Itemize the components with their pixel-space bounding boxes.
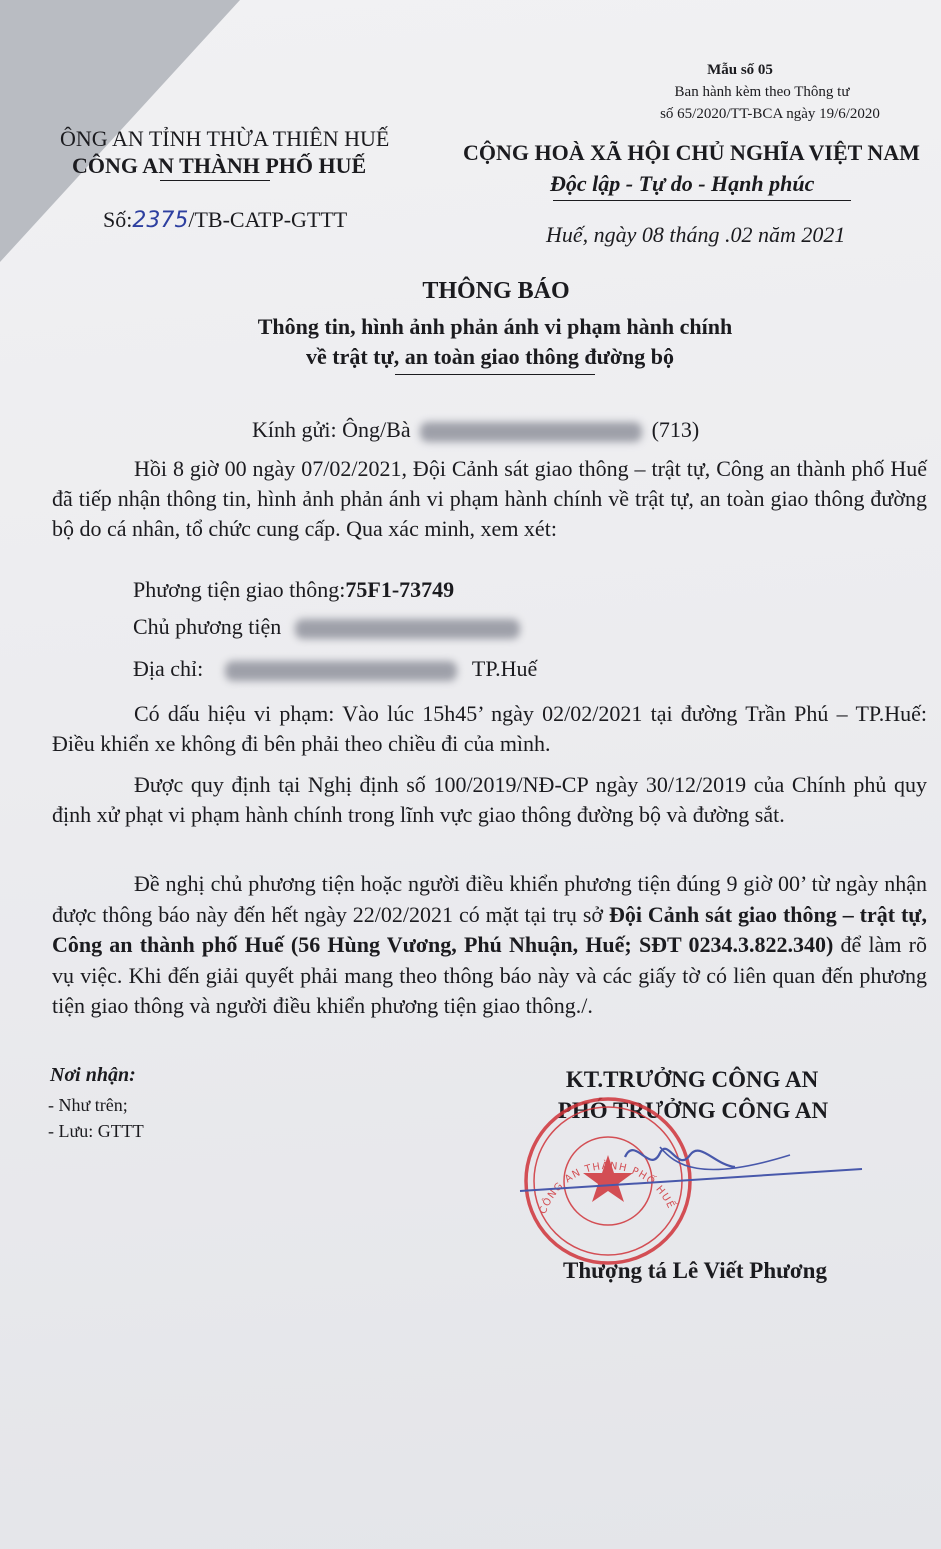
- regulation-paragraph: Được quy định tại Nghị định số 100/2019/NĐ-CP ngày 30/12/2019 của Chính phủ quy định xử phạt vi phạm hành chính trong lĩnh vực giao thông đường bộ và đường sắt.: [52, 772, 927, 827]
- national-title: CỘNG HOÀ XÃ HỘI CHỦ NGHĨA VIỆT NAM: [463, 140, 920, 165]
- request-text-a: Đề nghị chủ phương tiện hoặc người điều khiển phương tiện đúng 9 giờ 00’ từ ngày nhận được thông báo này đến hết ngày 22/02/2021 có mặt tại trụ sở: [52, 871, 927, 927]
- redacted-recipient-name: [420, 422, 642, 442]
- vehicle-line: [133, 577, 454, 603]
- request-office-address: Đội Cảnh sát giao thông – trật tự, Công an thành phố Huế (56 Hùng Vương, Phú Nhuận, Huế; SĐT 0234.3.822.340): [52, 901, 927, 957]
- agency-underline: [160, 180, 270, 181]
- form-circular-number: số 65/2020/TT-BCA ngày 19/6/2020: [660, 106, 880, 122]
- document-number: [103, 207, 347, 233]
- redacted-address: [225, 661, 457, 681]
- owner-label: Chủ phương tiện: [133, 614, 282, 639]
- form-number: Mẫu số 05: [707, 62, 773, 78]
- title-underline: [395, 374, 595, 375]
- signer-title-1: KT.TRƯỞNG CÔNG AN: [565, 1067, 819, 1092]
- request-text-b: để làm rõ vụ việc. Khi đến giải quyết phải mang theo thông báo này và các giấy tờ có liên quan đến phương tiện giao thông và người điều khiển phương tiện giao thông./.: [52, 932, 927, 1018]
- official-seal: [510, 1095, 870, 1265]
- vehicle-plate: 75F1-73749: [345, 577, 455, 602]
- address-label: Địa chỉ:: [133, 656, 204, 681]
- redacted-owner-name: [295, 619, 520, 639]
- address-suffix: TP.Huế: [471, 656, 538, 681]
- seal-text: CÔNG AN THÀNH PHỐ HUẾ: [537, 1160, 677, 1216]
- vehicle-label: Phương tiện giao thông:: [133, 577, 346, 602]
- agency-name: CÔNG AN THÀNH PHỐ HUẾ: [72, 153, 367, 178]
- document-number-prefix: Số:: [103, 207, 133, 232]
- form-issued-with: Ban hành kèm theo Thông tư: [674, 84, 850, 100]
- notice-subtitle-1: Thông tin, hình ảnh phản ánh vi phạm hành chính: [257, 314, 733, 339]
- address-line: [133, 656, 537, 682]
- national-motto: Độc lập - Tự do - Hạnh phúc: [550, 171, 815, 196]
- recipients-item-1: - Như trên;: [48, 1095, 128, 1115]
- signer-title-2: PHÓ TRƯỞNG CÔNG AN: [557, 1098, 829, 1123]
- document-number-suffix: /TB-CATP-GTTT: [188, 207, 348, 232]
- violation-paragraph: Có dấu hiệu vi phạm: Vào lúc 15h45’ ngày 02/02/2021 tại đường Trần Phú – TP.Huế: Điều khiển xe không đi bên phải theo chiều đi của mình.: [52, 701, 927, 756]
- request-paragraph: [52, 869, 927, 1022]
- owner-line: [133, 614, 520, 640]
- signer-name: Thượng tá Lê Viết Phương: [563, 1258, 827, 1283]
- motto-underline: [553, 200, 851, 201]
- issue-date: Huế, ngày 08 tháng .02 năm 2021: [546, 222, 846, 247]
- notice-subtitle-2: về trật tự, an toàn giao thông đường bộ: [305, 344, 675, 369]
- document-number-handwritten: 2375: [132, 208, 189, 233]
- recipients-item-2: - Lưu: GTTT: [48, 1121, 144, 1141]
- recipient-label: Kính gửi: Ông/Bà: [252, 417, 411, 442]
- recipient-suffix: (713): [651, 417, 700, 442]
- body-paragraph-intro: Hồi 8 giờ 00 ngày 07/02/2021, Đội Cảnh sát giao thông – trật tự, Công an thành phố Huế đã tiếp nhận thông tin, hình ảnh phản ánh vi phạm hành chính về trật tự, an toàn giao thông đường bộ do cá nhân, tổ chức cung cấp. Qua xác minh, xem xét:: [52, 456, 927, 541]
- recipient-line: [252, 417, 699, 443]
- agency-parent: ÔNG AN TỈNH THỪA THIÊN HUẾ: [60, 126, 390, 151]
- notice-title: THÔNG BÁO: [422, 278, 570, 304]
- recipients-label: Nơi nhận:: [50, 1064, 136, 1086]
